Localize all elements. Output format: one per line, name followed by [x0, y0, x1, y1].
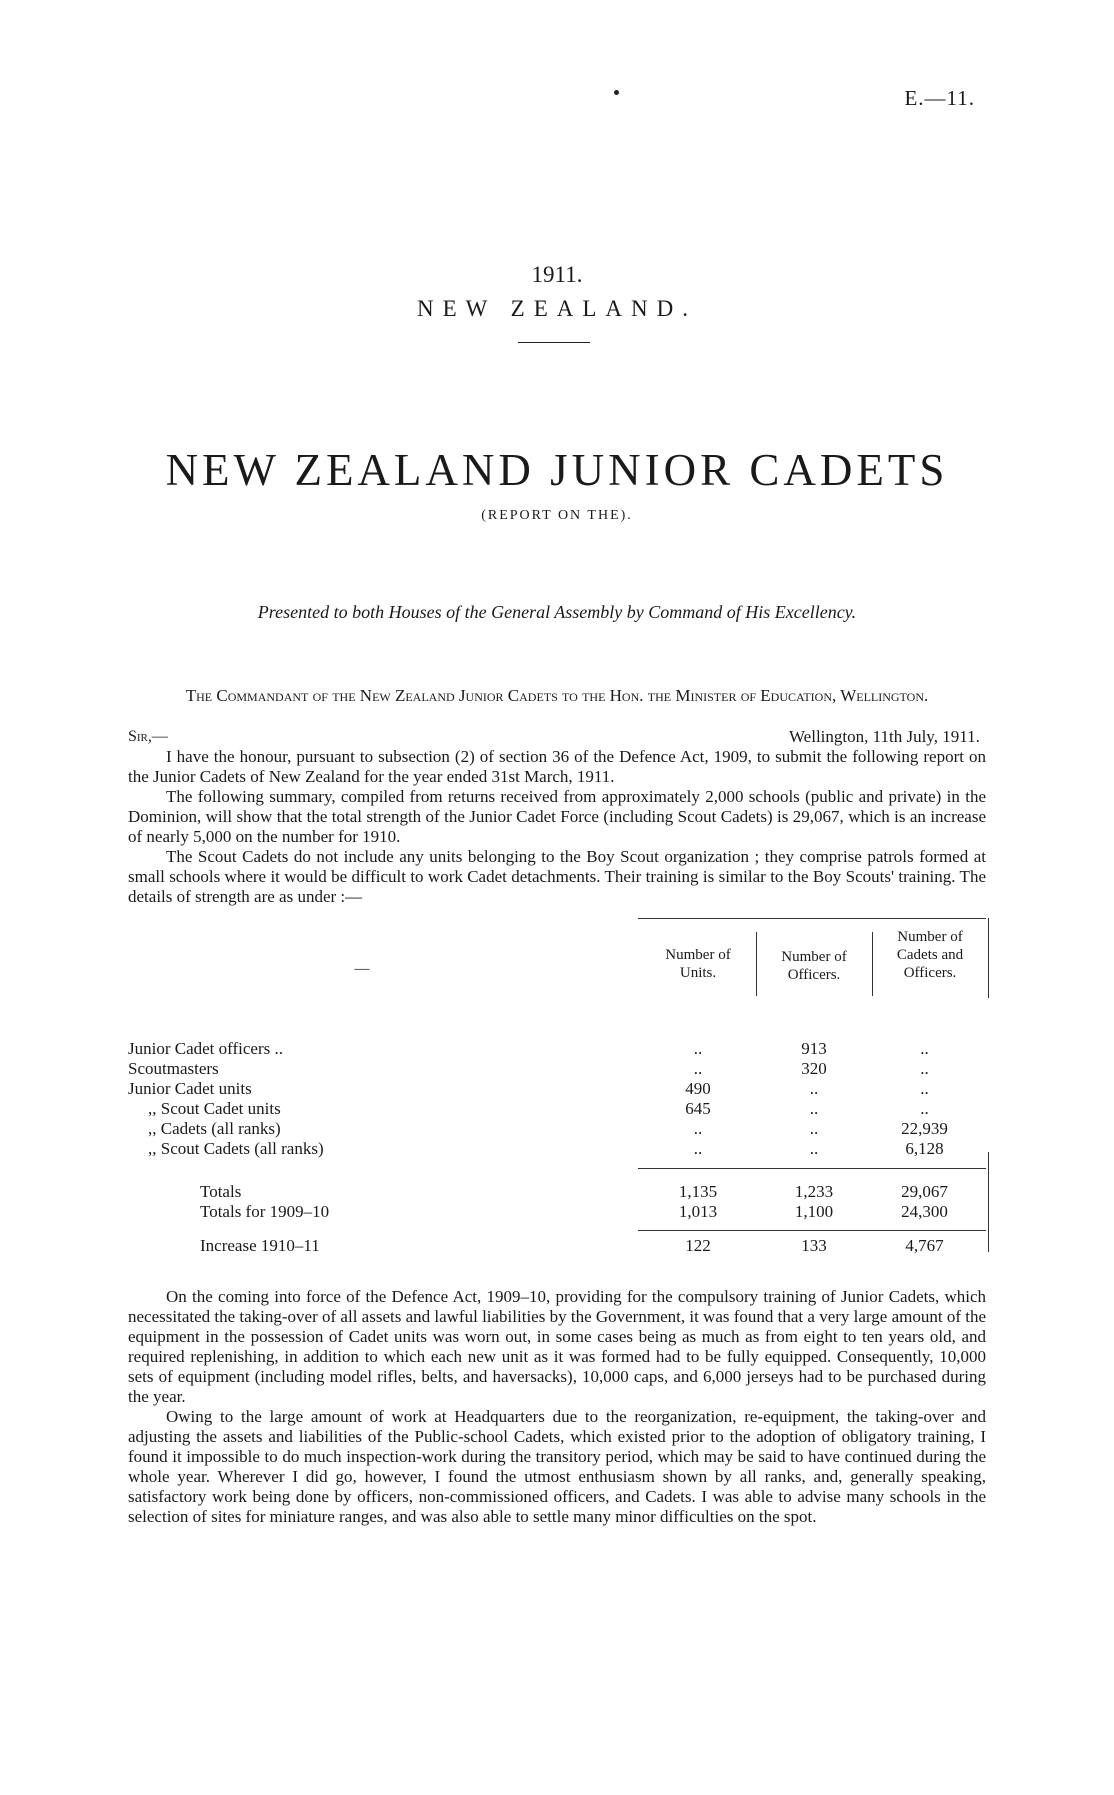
- page-reference: E.—11.: [904, 86, 975, 110]
- cell-cadets: 22,939: [901, 1119, 948, 1138]
- row-label: Junior Cadet officers ..: [128, 1039, 284, 1058]
- heading-rule: [518, 342, 590, 343]
- address-line: The Commandant of the New Zealand Junior Cadets to the Hon. the Minister of Education, Wellington.: [185, 686, 929, 705]
- cell-units: 1,013: [678, 1202, 718, 1221]
- cell-officers: 320: [801, 1059, 827, 1078]
- body-text: [128, 1287, 986, 1527]
- table-row: [128, 1059, 986, 1079]
- cell-units: 490: [685, 1079, 711, 1098]
- column-divider: [756, 932, 757, 996]
- cell-units: ..: [693, 1039, 703, 1058]
- date-line: Wellington, 11th July, 1911.: [789, 727, 980, 746]
- table-row: [128, 1119, 986, 1139]
- totals-row: [128, 1202, 986, 1222]
- row-label: ,, Cadets (all ranks): [148, 1119, 281, 1138]
- header-units: Number of Units.: [665, 947, 731, 981]
- salutation: Sir,—: [128, 728, 168, 745]
- cell-units: ..: [693, 1119, 703, 1138]
- cell-units: 645: [685, 1099, 711, 1118]
- row-label: Scoutmasters: [128, 1059, 219, 1078]
- cell-cadets: 29,067: [901, 1182, 948, 1201]
- intro-paragraph: The following summary, compiled from returns received from approximately 2,000 schools (public and private) in the Dominion, will show that the total strength of the Junior Cadet Force (including Scout Cadets) is 29,067, which is an increase of nearly 5,000 on the number for 1910.: [128, 787, 986, 846]
- header-cadets: Number of Cadets and Officers.: [896, 929, 964, 981]
- column-divider: [988, 918, 989, 998]
- table-row: [128, 1039, 986, 1059]
- cell-units: 122: [685, 1236, 711, 1255]
- header-officers: Number of Officers.: [781, 949, 847, 983]
- cell-cadets: 4,767: [905, 1236, 944, 1255]
- row-label: ,, Scout Cadet units: [148, 1099, 281, 1118]
- cell-cadets: ..: [920, 1079, 929, 1098]
- cell-officers: ..: [809, 1099, 819, 1118]
- table-top-rule: [638, 918, 986, 919]
- cell-officers: 133: [801, 1236, 827, 1255]
- increase-row: [128, 1236, 986, 1256]
- intro-text: [128, 747, 986, 907]
- cell-units: ..: [693, 1059, 703, 1078]
- cell-cadets: ..: [920, 1039, 929, 1058]
- body-paragraph: Owing to the large amount of work at Headquarters due to the reorganization, re-equipment, the taking-over and adjusting the assets and liabilities of the Public-school Cadets, which existed prior to the adoption of obligatory training, I found it impossible to do much inspection-work during the transitory period, which may be said to have continued during the whole year. Wherever I did go, however, I found the utmost enthusiasm shown by all ranks, and, generally speaking, satisfactory work being done by officers, non-commissioned officers, and Cadets. I was able to advise many schools in the selection of sites for miniature ranges, and was also able to settle many minor difficulties on the spot.: [128, 1407, 986, 1526]
- cell-officers: ..: [809, 1079, 819, 1098]
- cell-cadets: ..: [920, 1099, 929, 1118]
- increase-rule: [638, 1230, 986, 1231]
- column-divider: [988, 1152, 989, 1252]
- row-label: Totals: [200, 1182, 242, 1201]
- totals-rule: [638, 1168, 986, 1169]
- cell-officers: ..: [809, 1119, 819, 1138]
- table-row: [128, 1079, 986, 1099]
- cell-officers: 1,233: [794, 1182, 834, 1201]
- cell-units: 1,135: [678, 1182, 718, 1201]
- intro-paragraph: I have the honour, pursuant to subsection (2) of section 36 of the Defence Act, 1909, to submit the following report on the Junior Cadets of New Zealand for the year ended 31st March, 1911.: [128, 747, 986, 786]
- cell-units: ..: [693, 1139, 703, 1158]
- row-label: Junior Cadet units: [128, 1079, 252, 1098]
- cell-cadets: 6,128: [905, 1139, 944, 1158]
- strength-table: [128, 929, 986, 1262]
- row-label: Totals for 1909–10: [200, 1202, 330, 1221]
- table-row: [128, 1139, 986, 1159]
- column-divider: [872, 932, 873, 996]
- cell-officers: ..: [809, 1139, 819, 1158]
- report-subtitle: (REPORT ON THE).: [481, 508, 633, 523]
- country-heading: NEW ZEALAND.: [416, 296, 698, 321]
- table-row: [128, 1099, 986, 1119]
- stub-header: —: [354, 961, 370, 977]
- presented-line: Presented to both Houses of the General Assembly by Command of His Excellency.: [257, 602, 857, 622]
- cell-officers: 1,100: [794, 1202, 834, 1221]
- row-label: ,, Scout Cadets (all ranks): [148, 1139, 324, 1158]
- intro-paragraph: The Scout Cadets do not include any units belonging to the Boy Scout organization ; they comprise patrols formed at small schools where it would be difficult to work Cadet detachments. Their training is similar to the Boy Scouts' training. The details of strength are as under :—: [128, 847, 986, 906]
- cell-cadets: 24,300: [901, 1202, 948, 1221]
- cell-cadets: ..: [920, 1059, 929, 1078]
- body-paragraph: On the coming into force of the Defence Act, 1909–10, providing for the compulsory training of Junior Cadets, which necessitated the taking-over of all assets and lawful liabilities by the Government, it was found that a very large amount of the equipment in the possession of Cadet units was worn out, in some cases being as much as from eight to ten years old, and required replenishing, in addition to which each new unit as it was formed had to be fully equipped. Consequently, 10,000 sets of equipment (including model rifles, belts, and haversacks), 10,000 caps, and 6,000 jerseys had to be purchased during the year.: [128, 1287, 986, 1406]
- report-title: NEW ZEALAND JUNIOR CADETS: [165, 445, 949, 495]
- cell-officers: 913: [801, 1039, 827, 1058]
- year-heading: 1911.: [531, 262, 583, 287]
- totals-row: [128, 1182, 986, 1202]
- row-label: Increase 1910–11: [200, 1236, 320, 1255]
